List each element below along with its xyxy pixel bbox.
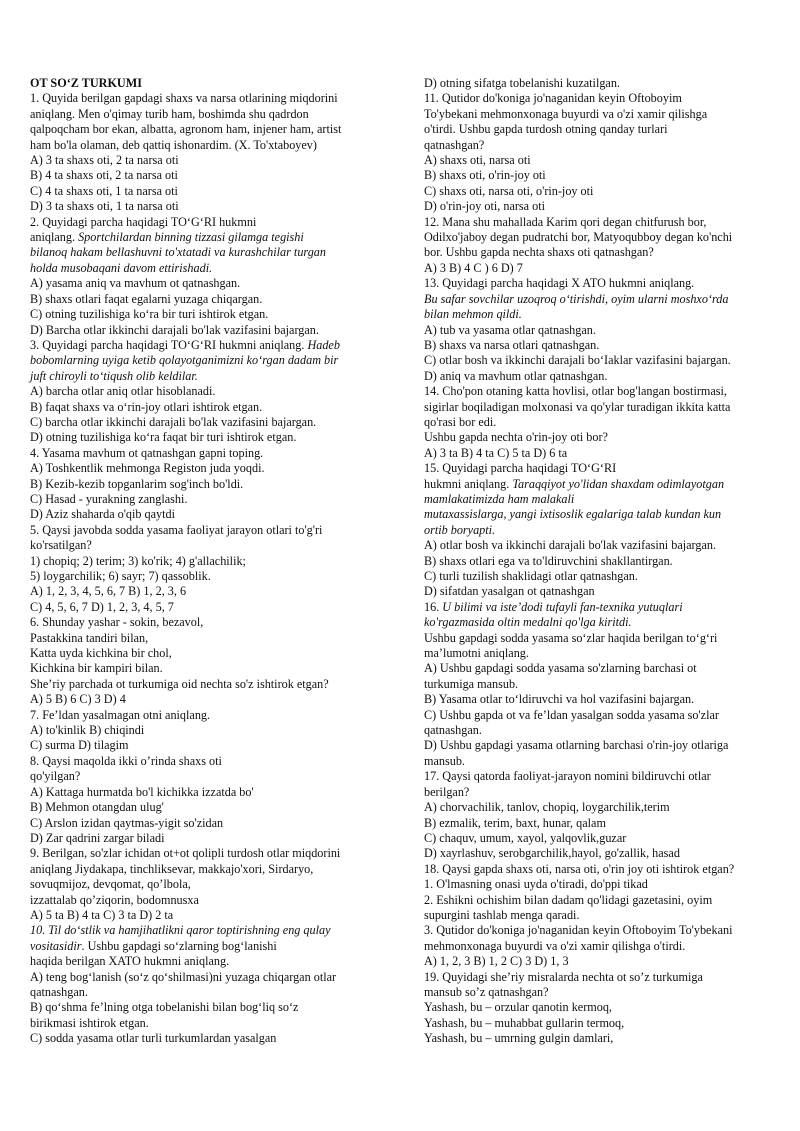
text-segment: vositasidir [30, 938, 82, 953]
text-segment: 10. [30, 923, 49, 938]
text-line: A) to'kinlik B) chiqindi [30, 723, 145, 738]
text-segment: Til doʻstlik va hamjihatlikni qaror toptirishning eng qulay [48, 923, 331, 938]
text-line: bobomlarning uyiga ketib qolayotganimizni koʻrgan dadam bir [30, 353, 339, 368]
text-line: juft chiroyli toʻtiqush olib keldilar. [30, 368, 198, 383]
text-line: B) shaxs otlari ega va to'ldiruvchini shakllantirgan. [424, 553, 673, 568]
text-line: mehmonxonaga buyurdi va o'zi xamir qilishga o'tirdi. [424, 938, 686, 953]
text-line: 13. Quyidagi parcha haqidagi X ATO hukmni aniqlang. [424, 276, 695, 291]
text-segment: 3. Quyidagi parcha haqidagi TOʻGʻRI hukmni aniqlang. [30, 337, 308, 352]
text-segment: 16. [424, 599, 443, 614]
text-line: C) chaquv, umum, xayol, yalqovlik,guzar [424, 830, 627, 845]
text-line: D) 3 ta shaxs oti, 1 ta narsa oti [30, 199, 179, 214]
text-line: B) shaxs oti, o'rin-joy oti [424, 168, 546, 183]
text-line: B) shaxs otlari faqat egalarni yuzaga chiqargan. [30, 291, 263, 306]
text-line: B) Kezib-kezib topganlarim sog'inch bo'ldi. [30, 476, 244, 491]
text-line: C) 4, 5, 6, 7 D) 1, 2, 3, 4, 5, 7 [30, 599, 174, 614]
text-line: 2. Quyidagi parcha haqidagi TOʻGʻRI hukmni [30, 214, 257, 229]
text-line: A) otlar bosh va ikkinchi darajali bo'lak vazifasini bajargan. [424, 538, 717, 553]
text-line: A) shaxs oti, narsa oti [424, 153, 531, 168]
text-line: A) 1, 2, 3, 4, 5, 6, 7 B) 1, 2, 3, 6 [30, 584, 187, 599]
text-segment: hukmni aniqlang. [424, 476, 513, 491]
text-line: ortib boryapti. [424, 522, 496, 537]
text-line: qatnashgan. [424, 723, 482, 738]
text-line: ko'rsatilgan? [30, 538, 92, 553]
text-line: ko'rgazmasida oltin medalni qo'lga kiritdi. [424, 615, 632, 630]
text-line: Ushbu gapdagi sodda yasama soʻzlar haqida berilgan toʻgʻri [424, 630, 718, 645]
text-line: A) Kattaga hurmatda bo'l kichikka izzatda bo' [30, 784, 254, 799]
text-line: A) 5 B) 6 C) 3 D) 4 [30, 692, 126, 707]
text-line: D) otning sifatga tobelanishi kuzatilgan. [424, 76, 620, 90]
text-line: D) Barcha otlar ikkinchi darajali bo'lak vazifasini bajargan. [30, 322, 319, 337]
text-line: sovuqmijoz, devqomat, qo’lbola, [30, 877, 191, 892]
text-line: izzattalab qo’ziqorin, bodomnusxa [30, 892, 199, 907]
text-segment: . Ushbu gapdagi soʻzlarning bogʻlanishi [81, 938, 277, 953]
text-line: C) 4 ta shaxs oti, 1 ta narsa oti [30, 183, 178, 198]
text-line [424, 477, 776, 492]
text-line: A) 3 ta B) 4 ta C) 5 ta D) 6 ta [424, 445, 568, 460]
text-line: mansub so’z qatnashgan? [424, 984, 549, 999]
text-line: qatnashgan? [424, 137, 485, 152]
text-line: 9. Berilgan, so'zlar ichidan ot+ot qolipli turdosh otlar miqdorini [30, 846, 341, 861]
section-title: OT SOʻZ TURKUMI [30, 76, 142, 90]
text-line: mutaxassislarga, yangi ixtisoslik egalariga talab kundan kun [424, 507, 722, 522]
text-segment: U bilimi va iste’dodi tufayli fan-texnika yutuqlari [442, 599, 683, 614]
text-line: 6. Shunday yashar - sokin, bezavol, [30, 615, 204, 630]
text-line: Katta uyda kichkina bir chol, [30, 646, 172, 661]
text-line: A) 3 ta shaxs oti, 2 ta narsa oti [30, 153, 179, 168]
text-line: mamlakatimizda ham malakali [424, 491, 575, 506]
text-line: A) 1, 2, 3 B) 1, 2 C) 3 D) 1, 3 [424, 954, 569, 969]
text-line: Kichkina bir kampiri bilan. [30, 661, 163, 676]
text-line: mansub. [424, 753, 465, 768]
text-line: 7. Fe’ldan yasalmagan otni aniqlang. [30, 707, 211, 722]
text-line: 5. Qaysi javobda sodda yasama faoliyat jarayon otlari to'g'ri [30, 522, 323, 537]
text-line: 1) chopiq; 2) terim; 3) ko'rik; 4) g'allachilik; [30, 553, 246, 568]
text-line: qalpoqcham bor ekan, albatta, agronom ham, injener ham, artist [30, 122, 342, 137]
text-segment: Sportchilardan binning tizzasi gilamga tegishi [78, 230, 304, 245]
text-line: A) barcha otlar aniq otlar hisoblanadi. [30, 384, 216, 399]
text-line: B) Yasama otlar toʻldiruvchi va hol vazifasini bajargan. [424, 692, 695, 707]
text-line: D) aniq va mavhum otlar qatnashgan. [424, 368, 608, 383]
text-line: C) Hasad - yurakning zanglashi. [30, 491, 188, 506]
text-line: C) shaxs oti, narsa oti, o'rin-joy oti [424, 183, 594, 198]
text-line: B) 4 ta shaxs oti, 2 ta narsa oti [30, 168, 178, 183]
text-line: A) teng bogʻlanish (soʻz qoʻshilmasi)ni yuzaga chiqargan otlar [30, 969, 337, 984]
text-line: qo'rasi bor edi. [424, 414, 497, 429]
text-line: supurgini tashlab menga qaradi. [424, 907, 580, 922]
text-line: C) surma D) tilagim [30, 738, 129, 753]
text-line: ham bo'la olaman, deb qattiq ishonardim. (X. To'xtaboyev) [30, 137, 317, 152]
right-column [424, 76, 776, 1047]
text-line [30, 230, 402, 245]
text-line: B) qoʻshma feʼlning otga tobelanishi bilan bogʻliq soʻz [30, 1000, 299, 1015]
text-line: 4. Yasama mavhum ot qatnashgan gapni toping. [30, 445, 264, 460]
text-line: 11. Qutidor do'koniga jo'naganidan keyin Oftoboyim [424, 91, 682, 106]
text-line: D) otning tuzilishiga koʻra faqat bir turi ishtirok etgan. [30, 430, 297, 445]
text-line: 3. Qutidor do'koniga jo'naganidan keyin Oftoboyim To'ybekani [424, 923, 733, 938]
text-line: ma’lumotni aniqlang. [424, 646, 529, 661]
text-line: A) Ushbu gapdagi sodda yasama so'zlarning barchasi ot [424, 661, 697, 676]
text-line: C) turli tuzilish shaklidagi otlar qatnashgan. [424, 569, 638, 583]
text-line: Yashash, bu – orzular qanotin kermoq, [424, 1000, 612, 1015]
text-line: D) sifatdan yasalgan ot qatnashgan [424, 584, 595, 599]
text-line: Odilxo'jaboy degan pudratchi bor, Matyoqubboy degan ko'nchi [424, 230, 733, 245]
text-line [30, 923, 402, 938]
text-line: D) Aziz shaharda o'qib qaytdi [30, 507, 176, 522]
text-line: C) otning tuzilishiga koʻra bir turi ishtirok etgan. [30, 307, 269, 322]
text-line: 1. O'lmasning onasi uyda o'tiradi, do'ppi tikad [424, 877, 648, 892]
text-line: 15. Quyidagi parcha haqidagi TOʻGʻRI [424, 461, 617, 476]
text-segment: Hadeb [307, 337, 340, 352]
text-line [424, 600, 776, 615]
text-line: bilan mehmon qildi. [424, 307, 522, 322]
text-line: 5) loygarchilik; 6) sayr; 7) qassoblik. [30, 569, 211, 583]
text-line: D) xayrlashuv, serobgarchilik,hayol, go'zallik, hasad [424, 846, 680, 861]
text-line: B) ezmalik, terim, baxt, hunar, qalam [424, 815, 606, 830]
text-line: Yashash, bu – muhabbat gullarin termoq, [424, 1015, 625, 1030]
text-line: She’riy parchada ot turkumiga oid nechta so'z ishtirok etgan? [30, 676, 329, 691]
text-line: o'tirdi. Ushbu gapda turdosh otning qanday turlari [424, 122, 668, 137]
text-segment: Taraqqiyot yo'lidan shaxdam odimlayotgan [512, 476, 725, 491]
left-column [30, 76, 402, 1047]
text-line: Ushbu gapda nechta o'rin-joy oti bor? [424, 430, 608, 445]
text-line: To'ybekani mehmonxonaga buyurdi va o'zi xamir qilishga [424, 106, 708, 121]
text-line: A) Toshkentlik mehmonga Registon juda yoqdi. [30, 461, 265, 476]
text-line: holda musobaqani davom ettirishadi. [30, 260, 213, 275]
text-line: D) Ushbu gapdagi yasama otlarning barchasi o'rin-joy otlariga [424, 738, 729, 753]
text-line: A) 3 B) 4 C ) 6 D) 7 [424, 260, 523, 275]
text-line: C) Arslon izidan qaytmas-yigit so'zidan [30, 815, 224, 830]
text-line: haqida berilgan XATO hukmni aniqlang. [30, 954, 230, 969]
text-line: 12. Mana shu mahallada Karim qori degan chitfurush bor, [424, 214, 707, 229]
text-line: qatnashgan. [30, 984, 88, 999]
text-line: 14. Cho'pon otaning katta hovlisi, otlar bog'langan bostirmasi, [424, 384, 727, 399]
text-line: A) chorvachilik, tanlov, chopiq, loygarchilik,terim [424, 800, 670, 815]
text-line [30, 939, 402, 954]
text-line: D) Zar qadrini zargar biladi [30, 830, 165, 845]
text-line: B) shaxs va narsa otlari qatnashgan. [424, 337, 600, 352]
text-line: C) sodda yasama otlar turli turkumlardan yasalgan [30, 1031, 277, 1046]
text-line: B) faqat shaxs va oʻrin-joy otlari ishtirok etgan. [30, 399, 263, 414]
text-line: 19. Quyidagi she’riy misralarda nechta ot so’z turkumiga [424, 969, 703, 984]
text-line: sigirlar boqiladigan molxonasi va qo'ylar turadigan ikkita katta [424, 399, 731, 414]
text-line: 1. Quyida berilgan gapdagi shaxs va narsa otlarining miqdorini [30, 91, 338, 106]
text-line: A) tub va yasama otlar qatnashgan. [424, 322, 596, 337]
text-line: bor. Ushbu gapda nechta shaxs oti qatnashgan? [424, 245, 654, 260]
text-line: Bu safar sovchilar uzoqroq oʻtirishdi, oyim ularni moshxoʻrda [424, 291, 729, 306]
text-line: birikmasi ishtirok etgan. [30, 1015, 149, 1030]
text-line: C) Ushbu gapda ot va fe’ldan yasalgan sodda yasama so'zlar [424, 707, 719, 722]
text-line: turkumiga mansub. [424, 676, 519, 691]
text-line: 18. Qaysi gapda shaxs oti, narsa oti, o'rin joy oti ishtirok etgan? [424, 861, 735, 876]
text-line: D) o'rin-joy oti, narsa oti [424, 199, 546, 214]
text-line: Pastakkina tandiri bilan, [30, 630, 149, 645]
text-line: bilanoq hakam bellashuvni to'xtatadi va kurashchilar turgan [30, 245, 326, 260]
text-line: A) yasama aniq va mavhum ot qatnashgan. [30, 276, 241, 291]
text-line: Yashash, bu – umrning gulgin damlari, [424, 1031, 614, 1046]
text-line: berilgan? [424, 784, 470, 799]
text-line: C) barcha otlar ikkinchi darajali bo'lak vazifasini bajargan. [30, 414, 317, 429]
text-line: C) otlar bosh va ikkinchi darajali boʻIaklar vazifasini bajargan. [424, 353, 731, 368]
text-line: aniqlang. Men o'qimay turib ham, boshimda shu qadrdon [30, 106, 309, 121]
text-line: 2. Eshikni ochishim bilan dadam qo'lidagi gazetasini, oyim [424, 892, 713, 907]
text-line: A) 5 ta B) 4 ta C) 3 ta D) 2 ta [30, 907, 174, 922]
text-line: qo'yilgan? [30, 769, 81, 784]
text-line: 8. Qaysi maqolda ikki o’rinda shaxs oti [30, 753, 222, 768]
text-line: 17. Qaysi qatorda faoliyat-jarayon nomini bildiruvchi otlar [424, 769, 711, 784]
text-line: B) Mehmon otangdan ulug' [30, 800, 164, 815]
text-segment: aniqlang. [30, 230, 79, 245]
text-line: aniqlang Jiydakapa, tinchliksevar, makkajo'xori, Sirdaryo, [30, 861, 314, 876]
text-line [30, 338, 402, 353]
